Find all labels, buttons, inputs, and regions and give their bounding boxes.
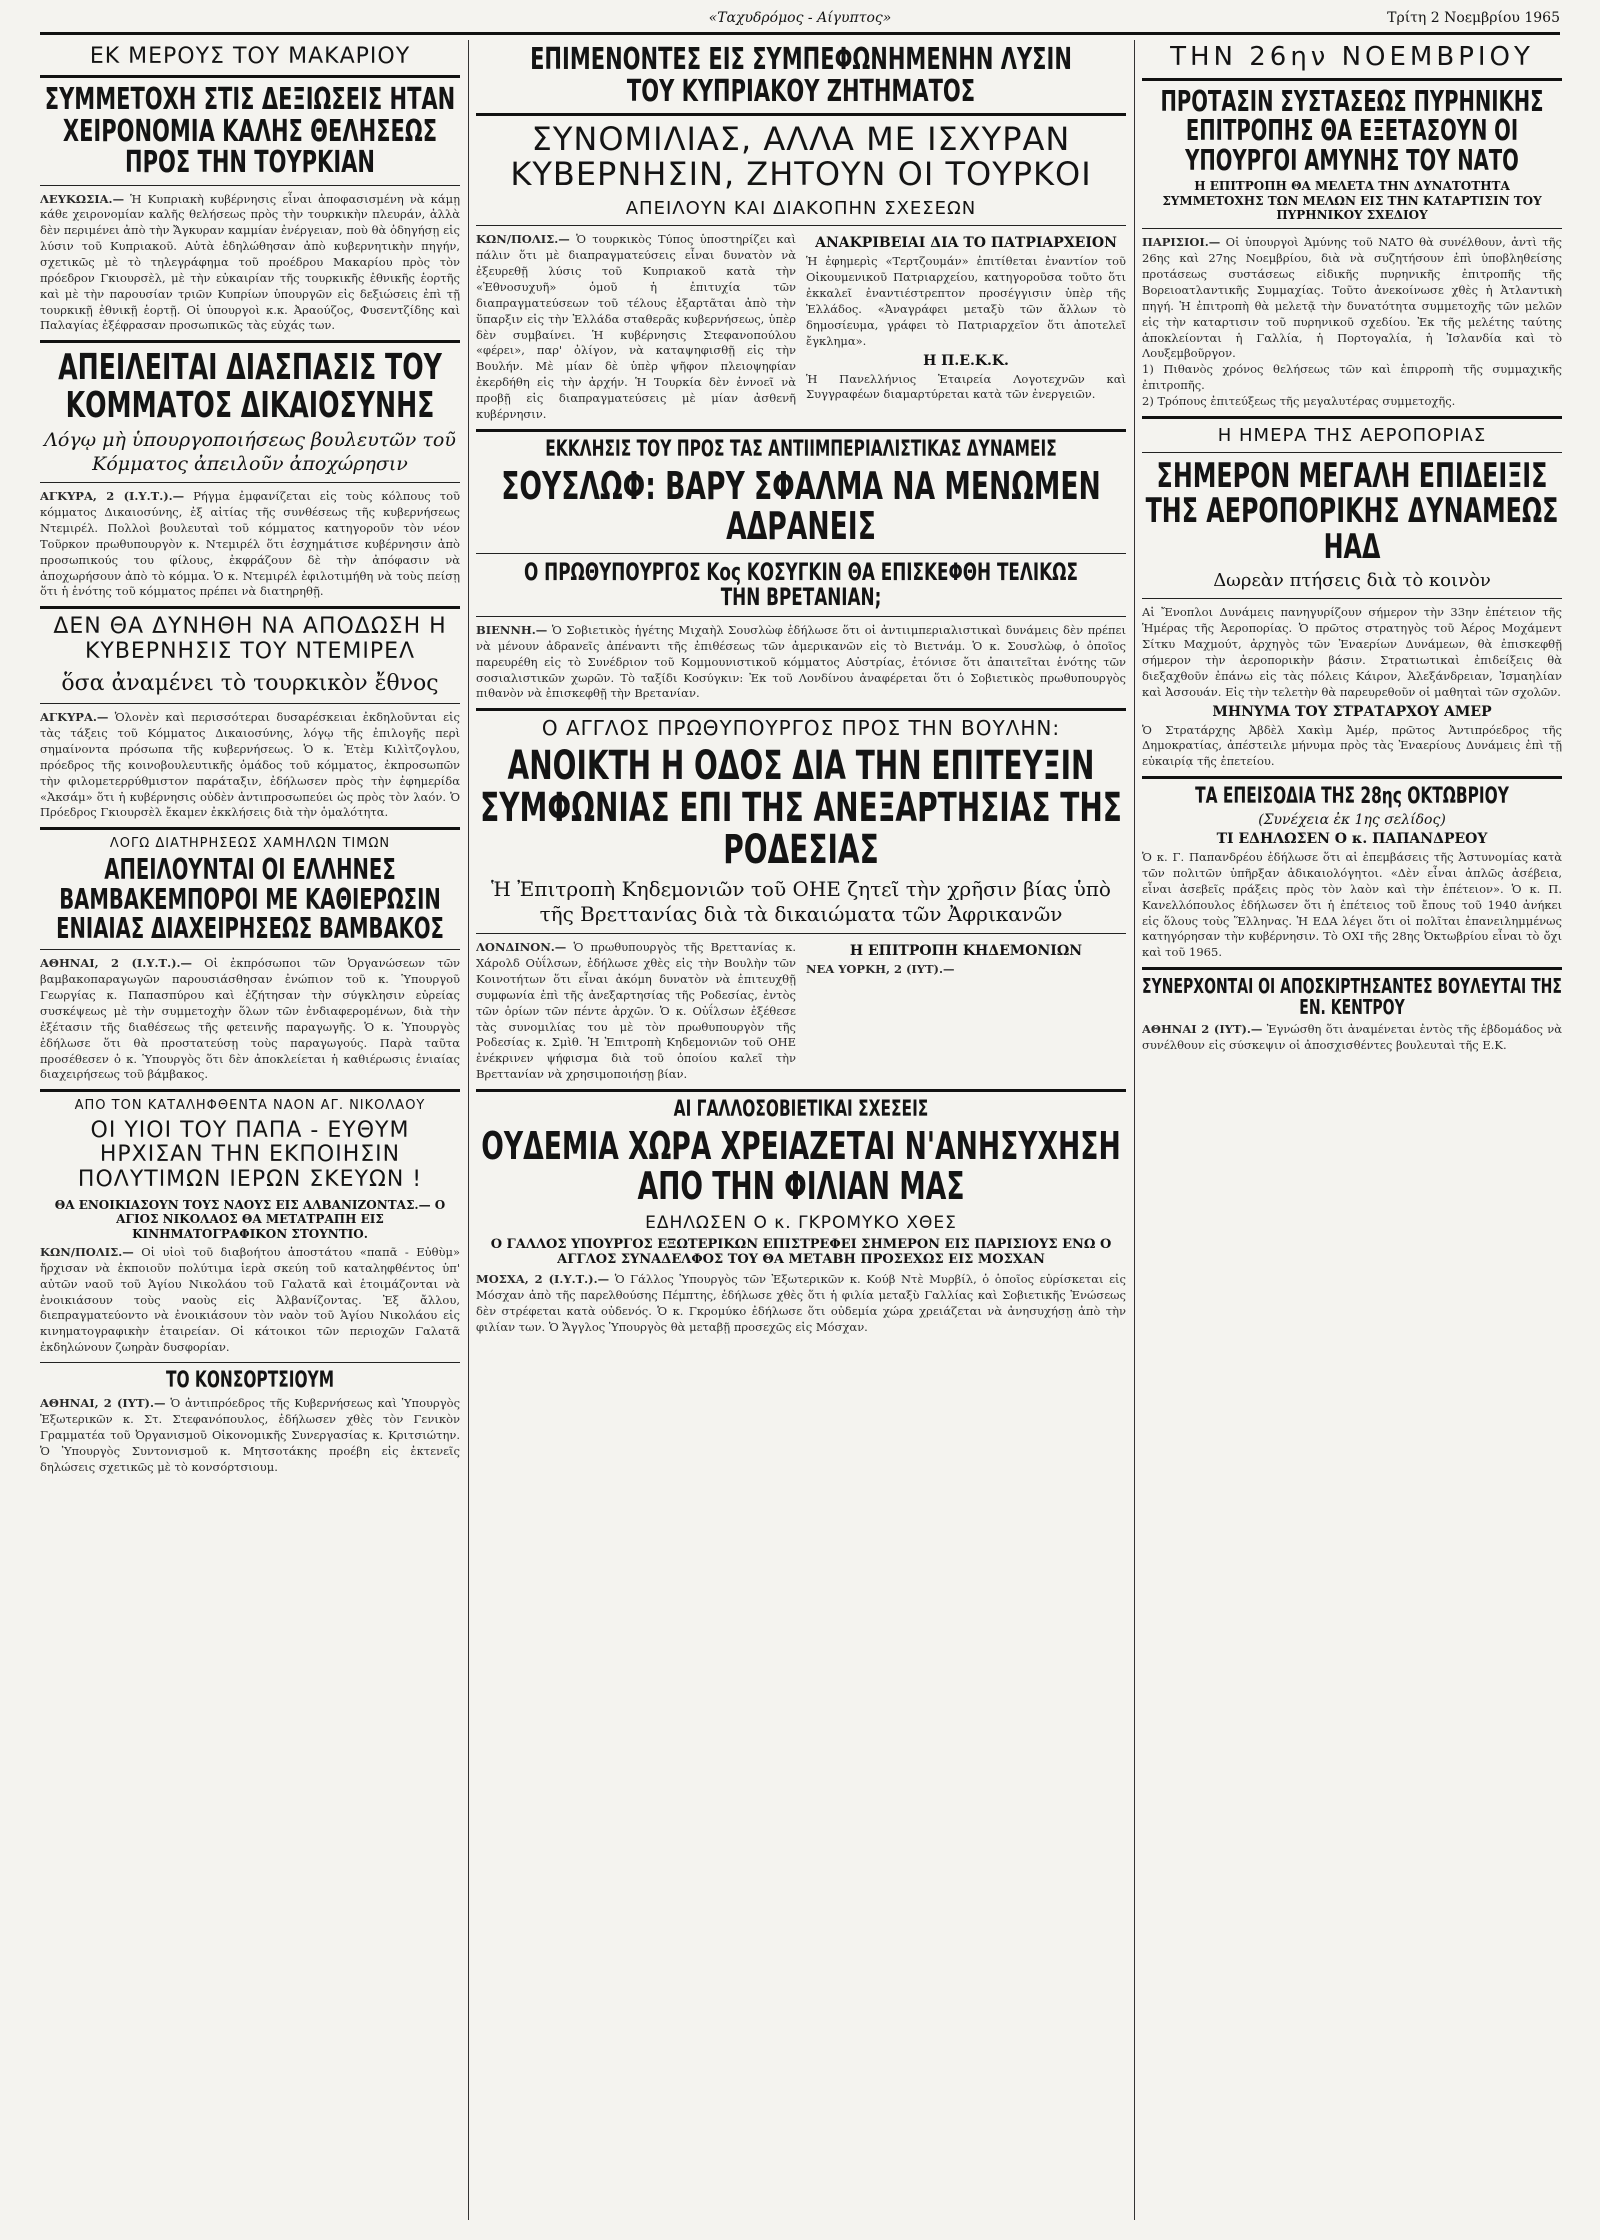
divider [476,616,1126,617]
divider [476,225,1126,226]
divider [476,1089,1126,1092]
subheadline: Δωρεὰν πτήσεις διὰ τὸ κοινὸν [1213,569,1491,591]
body-text: ΠΑΡΙΣΙΟΙ.— Οἱ ὑπουργοὶ Ἀμύνης τοῦ ΝΑΤΟ θὰ συνέλθουν, ἀντὶ τῆς 26ης καὶ 27ης Νοεμβρίου, διὰ νὰ συζητήσουν ἐπὶ ὑποβληθείσης προτάσεως συστάσεως εἰδικῆς πυρηνικῆς ἐπιτροπῆς τῆς Βορειοατλαντικῆς Συμμαχίας. Τοῦτο ἀνεκοίνωσε χθὲς ἡ Ἀτλαντικὴ πηγή. Ἡ ἐπιτροπὴ θὰ μελετᾷ τὴν δυνατότητα συμμετοχῆς τῶν μελῶν εἰς τὴν καταρτισιν τοῦ πυρηνικοῦ σχεδίου. Ἐκ τῆς μελέτης ταύτης ἀποκλείονται ἡ Γαλλία, ἡ Πορτογαλία, ἡ Ἰσλανδία καὶ τὸ Λουξεμβοῦργον. [1142,235,1562,361]
divider [40,1089,460,1092]
divider [476,933,1126,934]
kicker: ΑΙ ΓΑΛΛΟΣΟΒΙΕΤΙΚΑΙ ΣΧΕΣΕΙΣ [673,1096,929,1122]
divider [1142,78,1562,81]
article-makarios [40,44,460,334]
divider [40,340,460,343]
article-nikolaos [40,1098,460,1356]
body-text: ΑΓΚΥΡΑ.— Ὁλονὲν καὶ περισσότεραι δυσαρέσκειαι ἐκδηλοῦνται εἰς τὰς τάξεις τοῦ Κόμματος Δικαιοσύνης, λόγῳ τῆς ἐπιλογῆς περὶ σημαίνοντα πρόσωπα τῆς κυβερνήσεως. Ὁ κ. Ἐτὲμ Κιλὶτζογλου, πρόεδρος τῆς κοινοβουλευτικῆς ὁμάδος τοῦ κόμματος, ἐκπροσωπῶν τὴν φιλομετερρύθμιστον παράταξιν, ἐδήλωσεν πρὸς τὴν ἐφημερίδα «Ἀκσάμ» ὅτι ἡ κυβέρνησις οὐδὲν ἀντιπροσωπεύει ὡς πρὸς τὸν λαόν. Ὁ Πρόεδρος Γκιουρσὲλ ἔκαμεν ἐκκλήσεις διὰ τὴν ὁμαλότητα. [40,710,460,820]
headline: ΣΗΜΕΡΟΝ ΜΕΓΑΛΗ ΕΠΙΔΕΙΞΙΣ ΤΗΣ ΑΕΡΟΠΟΡΙΚΗΣ ΔΥΝΑΜΕΩΣ ΗΑΔ [1145,455,1559,568]
subheadline-detail: Ο ΓΑΛΛΟΣ ΥΠΟΥΡΓΟΣ ΕΞΩΤΕΡΙΚΩΝ ΕΠΙΣΤΡΕΦΕΙ ΣΗΜΕΡΟΝ ΕΙΣ ΠΑΡΙΣΙΟΥΣ ΕΝΩ Ο ΑΓΓΛΟΣ ΣΥΝΑΔΕΛΦΟΣ ΤΟΥ ΘΑ ΜΕΤΑΒΗ ΠΡΟΣΕΧΩΣ ΕΙΣ ΜΟΣΧΑΝ [490,1236,1112,1268]
headline: ΠΡΟΤΑΣΙΝ ΣΥΣΤΑΣΕΩΣ ΠΥΡΗΝΙΚΗΣ ΕΠΙΤΡΟΠΗΣ ΘΑ ΕΞΕΤΑΣΟΥΝ ΟΙ ΥΠΟΥΡΓΟΙ ΑΜΥΝΗΣ ΤΟΥ ΝΑΤΟ [1160,85,1544,177]
masthead-date: Τρίτη 2 Νοεμβρίου 1965 [1387,10,1560,26]
section-title: Η Π.Ε.Κ.Κ. [923,352,1009,369]
body-text: ΜΟΣΧΑ, 2 (Ι.Υ.Τ.).— Ὁ Γάλλος Ὑπουργὸς τῶν Ἐξωτερικῶν κ. Κούβ Ντὲ Μυρβίλ, ὁ ὁποῖος εὑρίσκεται εἰς Μόσχαν ἀπὸ τῆς παρελθούσης Πέμπτης, ἐδήλωσε χθὲς ὅτι ἡ φιλία μεταξὺ Γαλλίας καὶ Σοβιετικῆς Ἑνώσεως δὲν στρέφεται κατὰ οὐδενός. Ὁ κ. Γκρομύκο ἐδήλωσε ὅτι οὐδεμία χώρα χρειάζεται νὰ ἀνησυχήσῃ ἀπὸ τὴν φιλίαν των. Ὁ Ἄγγλος Ὑπουργὸς θὰ μεταβῇ προσεχῶς εἰς Μόσχαν. [476,1272,1126,1334]
list-item: 1) Πιθανὸς χρόνος θελήσεως τῶν καὶ ἐπιρροπὴ τῆς συμμαχικῆς ἐπιτροπῆς. [1142,362,1562,393]
kicker: Ο ΑΓΓΛΟΣ ΠΡΩΘΥΠΟΥΡΓΟΣ ΠΡΟΣ ΤΗΝ ΒΟΥΛΗΝ: [541,716,1061,741]
divider [40,482,460,483]
section-title: Η ΕΠΙΤΡΟΠΗ ΚΗΔΕΜΟΝΙΩΝ [849,943,1083,960]
section-title: ΑΝΑΚΡΙΒΕΙΑΙ ΔΙΑ ΤΟ ΠΑΤΡΙΑΡΧΕΙΟΝ [815,235,1117,252]
article-cyprus [476,44,1126,423]
divider [40,185,460,186]
column-divider [1134,40,1135,2220]
kicker: ΛΟΓΩ ΔΙΑΤΗΡΗΣΕΩΣ ΧΑΜΗΛΩΝ ΤΙΜΩΝ [109,836,391,852]
column-center [476,40,1126,2220]
body-text: ΛΟΝΔΙΝΟΝ.— Ὁ πρωθυπουργὸς τῆς Βρεττανίας κ. Χάρολδ Οὐΐλσων, ἐδήλωσε χθὲς εἰς τὴν Βουλὴν τῶν Κοινοτήτων ὅτι εἶναι ἀκόμη δυνατὸν νὰ ἐπιτευχθῇ συμφωνία ἐπὶ τῆς ἀνεξαρτησίας τῆς Ροδεσίας, ἐντὸς τῶν ὁρίων τῶν πέντε ἀρχῶν. Ὁ κ. Οὐΐλσων ἐξέθεσε τὰς συνομιλίας του μὲ τὸν πρωθυπουργὸν τῆς Ροδεσίας κ. Σμὶθ. Ἡ Ἐπιτροπὴ Κηδεμονιῶν τοῦ ΟΗΕ ἐνέκρινεν ψήφισμα διὰ τοῦ ὁποίου καλεῖ τὴν Βρεττανίαν νὰ χρησιμοποιήσῃ βίαν. [476,940,796,1082]
divider [40,949,460,950]
subheadline: Ο ΠΡΩΘΥΠΟΥΡΓΟΣ Κος ΚΟΣΥΓΚΙΝ ΘΑ ΕΠΙΣΚΕΦΘΗ ΤΕΛΙΚΩΣ ΤΗΝ ΒΡΕΤΑΝΙΑΝ; [524,557,1078,611]
body-text: Ὁ Στρατάρχης Ἀβδὲλ Χακὶμ Ἀμέρ, πρῶτος Ἀντιπρόεδρος τῆς Δημοκρατίας, ἀπέστειλε μήνυμα πρὸς τὰς Ἐναερίους Δυνάμεις ἐπὶ τῇ εὐκαιρίᾳ τῆς ἐπετείου. [1142,722,1562,769]
masthead-name: «Ταχυδρόμος - Αίγυπτος» [708,10,892,26]
divider [1142,967,1562,970]
body-text: ΑΘΗΝΑΙ 2 (ΙΥΤ).— Ἐγνώσθη ὅτι ἀναμένεται ἐντὸς τῆς ἑβδομάδος νὰ συνέλθουν εἰς σύσκεψιν οἱ ἀποσχισθέντες βουλευταὶ τῆς Ε.Κ. [1142,1022,1562,1053]
column-divider [468,40,469,2220]
article-demirel [40,615,460,821]
headline: ΕΠΙΜΕΝΟΝΤΕΣ ΕΙΣ ΣΥΜΠΕΦΩΝΗΜΕΝΗΝ ΛΥΣΙΝ ΤΟΥ ΚΥΠΡΙΑΚΟΥ ΖΗΤΗΜΑΤΟΣ [530,42,1072,109]
article-konsortium [40,1369,460,1475]
divider [40,827,460,830]
divider [1142,228,1562,229]
divider [1142,416,1562,419]
headline: ΣΟΥΣΛΩΦ: ΒΑΡΥ ΣΦΑΛΜΑ ΝΑ ΜΕΝΩΜΕΝ ΑΔΡΑΝΕΙΣ [501,463,1101,548]
divider [1142,598,1562,599]
divider [40,75,460,78]
subheadline: ΑΠΕΙΛΟΥΝ ΚΑΙ ΔΙΑΚΟΠΗΝ ΣΧΕΣΕΩΝ [625,198,977,220]
divider [40,606,460,609]
divider [1142,776,1562,779]
main-headline: ΣΥΝΟΜΙΛΙΑΣ, ΑΛΛΑ ΜΕ ΙΣΧΥΡΑΝ ΚΥΒΕΡΝΗΣΙΝ, ΖΗΤΟΥΝ ΟΙ ΤΟΥΡΚΟΙ [510,120,1092,194]
body-text: Αἱ Ἔνοπλοι Δυνάμεις πανηγυρίζουν σήμερον τὴν 33ην ἐπέτειον τῆς Ἡμέρας τῆς Ἀεροπορίας. Ὁ πρῶτος στρατηγὸς τοῦ Ἀέρος Μοχάμεντ Σίτκυ Μαχμούτ, ἀρχηγὸς τῶν Ἐναερίων Δυνάμεων, θὰ ἐπισκεφθῇ σήμερον τὴν ἀεροπορικὴν βάσιν. Στρατιωτικαὶ ἐπιδείξεις θὰ διεξαχθοῦν ἐπάνω εἰς τὰς πόλεις Κάιρον, Ἀλεξάνδρειαν, Ἰσμαηλίαν καὶ Ἀσσουάν. Εἰς τὴν τελετὴν θὰ παρευρεθοῦν οἱ μαθηταὶ τῶν σχολῶν. [1142,605,1562,699]
body-text: ΛΕΥΚΩΣΙΑ.— Ἡ Κυπριακὴ κυβέρνησις εἶναι ἀποφασισμένη νὰ κάμῃ κάθε χειρονομίαν καλῆς θελήσεως πρὸς τὴν τουρκικὴν πλευράν, ἀλλὰ δὲν περιμένει ἀπὸ τὴν Ἄγκυραν καμμίαν ἐνέργειαν, ποὺ θὰ ὁδηγήσῃ εἰς λύσιν τοῦ Κυπριακοῦ. Αὐτὰ ἐδηλώθησαν ἀπὸ κυβερνητικὴν πηγήν, σχετικῶς μὲ τὸ τηλεγράφημα τοῦ προέδρου Μακαρίου πρὸς τὸν πρόεδρον Γκιουρσὲλ, μὲ τὴν εὐκαιρίαν τῆς τουρκικῆς ἐθνικῆς ἑορτῆς καὶ μὲ τὴν παρουσίαν τριῶν Κυπρίων ὑπουργῶν εἰς δεξιώσεις ἐπὶ τῇ τουρκικῇ ἐθνικῇ ἑορτῇ. Οἱ ὑπουργοὶ κ.κ. Ἀραούζος, Φυσεντζίδης καὶ Παλαγίας ἐξέφρασαν προσωπικῶς τὰς εὐχάς των. [40,191,460,333]
section-title: ΜΗΝΥΜΑ ΤΟΥ ΣΤΡΑΤΑΡΧΟΥ ΑΜΕΡ [1212,703,1492,720]
dateline: ΝΕΑ ΥΟΡΚΗ, 2 (ΙΥΤ).— [806,962,955,977]
article-air [1142,425,1562,770]
body-text: Ἡ Πανελλήνιος Ἑταιρεία Λογοτεχνῶν καὶ Συγγραφέων διαμαρτύρεται κατὰ τῶν ἐνεργειῶν. [806,371,1126,402]
headline: ΤΟ ΚΟΝΣΟΡΤΣΙΟΥΜ [165,1368,335,1394]
headline: ΣΥΝΕΡΧΟΝΤΑΙ ΟΙ ΑΠΟΣΚΙΡΤΗΣΑΝΤΕΣ ΒΟΥΛΕΥΤΑΙ ΤΗΣ ΕΝ. ΚΕΝΤΡΟΥ [1142,974,1562,1020]
list-item: 2) Τρόπους ἐπιτεύξεως τῆς μεγαλυτέρας συμμετοχῆς. [1142,393,1456,408]
body-text: ΚΩΝ/ΠΟΛΙΣ.— Οἱ υἱοὶ τοῦ διαβοήτου ἀποστάτου «παπᾶ - Εὐθὺμ» ἤρχισαν νὰ ἐκποιοῦν πολύτιμα ἱερὰ σκεύη τοῦ καταληφθέντος ὑπ' αὐτῶν ναοῦ τοῦ Ἁγίου Νικολάου τοῦ Γαλατᾶ καὶ ἑτοιμάζονται νὰ ἐνοικιάσουν τοὺς ναοὺς εἰς Ἀλβανίζοντας. Ἐξ ἄλλου, διεπραγματεύοντο νὰ ἐνοικιάσουν τὸν ναὸν τοῦ Ἁγίου Νικολάου εἰς κινηματογραφικὴν ἑταιρείαν. Οἱ κάτοικοι τῶν περιοχῶν Γαλατᾶ ἐκδηλώνουν ζωηρὰν δυσφορίαν. [40,1245,460,1355]
body-text: ΑΘΗΝΑΙ, 2 (ΙΥΤ).— Ὁ ἀντιπρόεδρος τῆς Κυβερνήσεως καὶ Ὑπουργὸς Ἐξωτερικῶν κ. Στ. Στεφανόπουλος, ἐδήλωσεν χθὲς τὸν Γενικὸν Γραμματέα τοῦ Ὀργανισμοῦ Οἰκονομικῆς Συνεργασίας κ. Κριτσιώτην. Ὁ Ὑπουργὸς Συντονισμοῦ κ. Μητσοτάκης προέβη εἰς ἐκτενεῖς δηλώσεις σχετικῶς μὲ τὸ κονσόρτσιουμ. [40,1396,460,1474]
column-right [1142,40,1562,2220]
body-text: ΒΙΕΝΝΗ.— Ὁ Σοβιετικὸς ἡγέτης Μιχαὴλ Σουσλὼφ ἐδήλωσε ὅτι οἱ ἀντιιμπεριαλιστικαὶ δυνάμεις δὲν πρέπει νὰ μένουν ἀδρανεῖς ἀπέναντι τῆς ἐπιθέσεως τῶν ἀμερικανῶν εἰς τὸ Βιετνάμ. Ὁ κ. Σουσλὼφ, ὁ ὁποῖος παρευρέθη εἰς τὸ Συνέδριον τοῦ Κομμουνιστικοῦ κόμματος Αὐστρίας, ἐτόνισε ὅτι ἀπαιτεῖται ἑνότης τῶν σοσιαλιστικῶν χωρῶν. Τὸ ταξίδι Κοσύγκιν: Ἐκ τοῦ Λονδίνου ἀναφέρεται ὅτι ὁ Σοβιετικὸς πρωθυπουργὸς πιθανὸν νὰ ἐπισκεφθῇ τὴν Βρετανίαν. [476,622,1126,701]
divider [40,703,460,704]
section-title: ΤΙ ΕΔΗΛΩΣΕΝ Ο κ. ΠΑΠΑΝΔΡΕΟΥ [1216,831,1488,848]
divider [1142,452,1562,453]
kicker: ΕΚΚΛΗΣΙΣ ΤΟΥ ΠΡΟΣ ΤΑΣ ΑΝΤΙΙΜΠΕΡΙΑΛΙΣΤΙΚΑΣ ΔΥΝΑΜΕΙΣ [545,436,1057,462]
sidebar [806,940,1126,1083]
column-left [40,40,460,2220]
date-banner: ΤΗΝ 26ην ΝΟΕΜΒΡΙΟΥ [1170,42,1534,72]
article-suslov [476,438,1126,703]
article-gallosoviet [476,1098,1126,1336]
sidebar [806,232,1126,422]
divider [476,113,1126,116]
headline: ΟΙ ΥΙΟΙ ΤΟΥ ΠΑΠΑ - ΕΥΘΥΜ ΗΡΧΙΣΑΝ ΤΗΝ ΕΚΠΟΙΗΣΙΝ ΠΟΛΥΤΙΜΩΝ ΙΕΡΩΝ ΣΚΕΥΩΝ ! [77,1118,423,1192]
subheadline: Η ΕΠΙΤΡΟΠΗ ΘΑ ΜΕΛΕΤΑ ΤΗΝ ΔΥΝΑΤΟΤΗΤΑ ΣΥΜΜΕΤΟΧΗΣ ΤΩΝ ΜΕΛΩΝ ΕΙΣ ΤΗΝ ΚΑΤΑΡΤΙΣΙΝ ΤΟΥ ΠΥΡΗΝΙΚΟΥ ΣΧΕΔΙΟΥ [1162,179,1542,222]
subheadline: ΕΔΗΛΩΣΕΝ Ο κ. ΓΚΡΟΜΥΚΟ ΧΘΕΣ [645,1212,957,1233]
body-columns [476,940,1126,1083]
kicker: ΑΠΟ ΤΟΝ ΚΑΤΑΛΗΦΘΕΝΤΑ ΝΑΟΝ ΑΓ. ΝΙΚΟΛΑΟΥ [74,1098,426,1114]
masthead [40,6,1560,35]
divider [476,553,1126,554]
divider [40,1362,460,1363]
subheadline: Ἡ Ἐπιτροπὴ Κηδεμονιῶν τοῦ ΟΗΕ ζητεῖ τὴν χρῆσιν βίας ὑπὸ τῆς Βρεττανίας διὰ τὰ δικαιώματα τῶν Ἀφρικανῶν [491,877,1111,927]
article-rhodesia [476,717,1126,1083]
headline: ΑΠΕΙΛΟΥΝΤΑΙ ΟΙ ΕΛΛΗΝΕΣ ΒΑΜΒΑΚΕΜΠΟΡΟΙ ΜΕ ΚΑΘΙΕΡΩΣΙΝ ΕΝΙΑΙΑΣ ΔΙΑΧΕΙΡΗΣΕΩΣ ΒΑΜΒΑΚΟΣ [56,853,444,946]
divider [476,429,1126,432]
body-columns [476,232,1126,422]
headline: ΣΥΜΜΕΤΟΧΗ ΣΤΙΣ ΔΕΞΙΩΣΕΙΣ ΗΤΑΝ ΧΕΙΡΟΝΟΜΙΑ ΚΑΛΗΣ ΘΕΛΗΣΕΩΣ ΠΡΟΣ ΤΗΝ ΤΟΥΡΚΙΑΝ [44,82,456,180]
kicker: ΕΚ ΜΕΡΟΥΣ ΤΟΥ ΜΑΚΑΡΙΟΥ [89,44,411,69]
kicker: ΤΑ ΕΠΕΙΣΟΔΙΑ ΤΗΣ 28ης ΟΚΤΩΒΡΙΟΥ [1195,784,1509,810]
body-text: Ὁ κ. Γ. Παπανδρέου ἐδήλωσε ὅτι αἱ ἐπεμβάσεις τῆς Ἀστυνομίας κατὰ τῶν πολιτῶν ὑπῆρξαν ἀδικαιολόγητοι. «Δὲν εἶναι ἀπλῶς ἀσέβεια, εἶναι ἀσεβεῖς πράξεις πρὸς τὸν λαὸν καὶ τὴν ἐπέτειον». Ὁ κ. Π. Κανελλόπουλος ἐδήλωσεν ὅτι ἡ ἐπέτειος τοῦ ἔπους τοῦ 1940 ἀνήκει εἰς ὅλους τοὺς Ἕλληνας. Ἡ ΕΔΑ λέγει ὅτι οἱ πολῖται ἐπανειλημμένως κατηγόρησαν τὴν κυβέρνησιν. Τὸ ΟΧΙ τῆς 28ης Ὀκτωβρίου εἶναι τὸ ὄχι καὶ τοῦ 1965. [1142,850,1562,960]
subheadline: Λόγῳ μὴ ὑπουργοποιήσεως βουλευτῶν τοῦ Κόμματος ἀπειλοῦν ἀποχώρησιν [44,428,456,475]
headline: ΑΝΟΙΚΤΗ Η ΟΔΟΣ ΔΙΑ ΤΗΝ ΕΠΙΤΕΥΞΙΝ ΣΥΜΦΩΝΙΑΣ ΕΠΙ ΤΗΣ ΑΝΕΞΑΡΤΗΣΙΑΣ ΤΗΣ ΡΟΔΕΣΙΑΣ [480,743,1122,874]
article-dikaiosyni [40,349,460,600]
body-text: ΚΩΝ/ΠΟΛΙΣ.— Ὁ τουρκικὸς Τύπος ὑποστηρίζει καὶ πάλιν ὅτι μὲ διαπραγματεύσεις εἶναι δυνατὸν νὰ ἐξευρεθῇ λύσις τοῦ Κυπριακοῦ κατὰ τὴν «Ἐθνοσυχυῆ» ὁμοῦ ἡ ἐπιτυχία τῶν διαπραγματεύσεων τοῦ τέλους ἐξαρτᾶται ἀπὸ τὴν ὕπαρξιν εἰς τὴν Ἑλλάδα σταθερᾶς κυβερνήσεως, ὑπὲρ δὲν συμβαίνει. Ἡ κυβέρνησις Στεφανοπούλου «φέρει», παρ' ὀλίγον, νὰ καταψηφισθῇ εἰς τὴν Βουλήν. Μὲ μίαν δὲ ὑπὲρ ψῆφον πλειοψηφίαν ἐκερδήθη εἰς τὴν ἀρχήν. Ἡ Τουρκία δὲν ἐννοεῖ νὰ προβῇ εἰς διαπραγματεύσεις μὲ μίαν ἀσθενῆ κυβέρνησιν. [476,232,796,421]
continuation-note: (Συνέχεια ἐκ 1ης σελίδος) [1258,812,1446,829]
article-vamvaki [40,836,460,1083]
subheadline: ὅσα ἀναμένει τὸ τουρκικὸν ἔθνος [61,670,439,696]
article-nato [1142,42,1562,410]
headline: ΑΠΕΙΛΕΙΤΑΙ ΔΙΑΣΠΑΣΙΣ ΤΟΥ ΚΟΜΜΑΤΟΣ ΔΙΚΑΙΟΣΥΝΗΣ [58,347,442,427]
kicker: Η ΗΜΕΡΑ ΤΗΣ ΑΕΡΟΠΟΡΙΑΣ [1217,424,1487,446]
body-text: ΑΓΚΥΡΑ, 2 (Ι.Υ.Τ.).— Ρήγμα ἐμφανίζεται εἰς τοὺς κόλπους τοῦ κόμματος Δικαιοσύνης, ἐξ αἰτίας τῆς συνθέσεως τῆς κυβερνήσεως Ντεμιρέλ. Πολλοὶ βουλευταὶ τοῦ κόμματος κατηγοροῦν τὸν νέον Τοῦρκον πρωθυπουργὸν κ. Ντεμιρέλ ὅτι ἐσχημάτισε κυβέρνησιν ἀπὸ προσωπικούς του φίλους, ἐκφράζουν δὲ τὴν ἀπόφασιν νὰ ἀποχωρήσουν ἀπὸ τὸ κόμμα. Ὁ κ. Ντεμιρέλ ἐφιλοτιμήθη νὰ τοὺς πείσῃ ὅτι ἡ ἑνότης τοῦ κόμματος πρέπει νὰ διατηρηθῇ. [40,489,460,599]
subheadline: ΘΑ ΕΝΟΙΚΙΑΣΟΥΝ ΤΟΥΣ ΝΑΟΥΣ ΕΙΣ ΑΛΒΑΝΙΖΟΝΤΑΣ.— Ο ΑΓΙΟΣ ΝΙΚΟΛΑΟΣ ΘΑ ΜΕΤΑΤΡΑΠΗ ΕΙΣ ΚΙΝΗΜΑΤΟΓΡΑΦΙΚΟΝ ΣΤΟΥΝΤΙΟ. [54,1197,446,1241]
headline: ΟΥΔΕΜΙΑ ΧΩΡΑ ΧΡΕΙΑΖΕΤΑΙ Ν'ΑΝΗΣΥΧΗΣΗ ΑΠΟ ΤΗΝ ΦΙΛΙΑΝ ΜΑΣ [481,1124,1121,1208]
body-text: Ἡ ἐφημερὶς «Τερτζουμάν» ἐπιτίθεται ἐναντίον τοῦ Οἰκουμενικοῦ Πατριαρχείου, κατηγοροῦσα τοῦτο ὅτι ἐκκαλεῖ ἐναντιέστρεπτον προσέγγισιν ὑπὲρ τῆς Ἑλλάδος. «Ἀναγράφει μεταξὺ τῶν ἄλλων τὸ δημοσίευμα, γράφει τὸ Πατριαρχεῖον ὅτι ἀποτελεῖ ἔγκλημα». [806,254,1126,348]
article-oct28 [1142,785,1562,1054]
headline: ΔΕΝ ΘΑ ΔΥΝΗΘΗ ΝΑ ΑΠΟΔΩΣΗ Η ΚΥΒΕΡΝΗΣΙΣ ΤΟΥ ΝΤΕΜΙΡΕΛ [53,614,447,664]
body-text: ΑΘΗΝΑΙ, 2 (Ι.Υ.Τ.).— Οἱ ἐκπρόσωποι τῶν Ὀργανώσεων τῶν βαμβακοπαραγωγῶν παρουσιάσθησαν ἐνώπιον τοῦ κ. Ὑπουργοῦ Γεωργίας κ. Παπασπύρου καὶ ἐζήτησαν τὴν σύγκλησιν εὐρείας συσκέψεως μὲ τὴν συμμετοχὴν ὅλων τῶν ἐνδιαφερομένων, διὰ τὴν ἐξέτασιν τῆς διαθέσεως τῆς φετεινῆς παραγωγῆς. Ὁ κ. Ὑπουργὸς ἐδήλωσε ὅτι θὰ προστατεύσῃ τοὺς παραγωγούς. Παρὰ ταῦτα προσέθεσεν ὁ κ. Ὑπουργὸς ὅτι δὲν ἀποκλείεται ἡ καθιέρωσις ἑνιαίας διαχειρήσεως τοῦ βάμβακος. [40,956,460,1082]
divider [476,708,1126,711]
